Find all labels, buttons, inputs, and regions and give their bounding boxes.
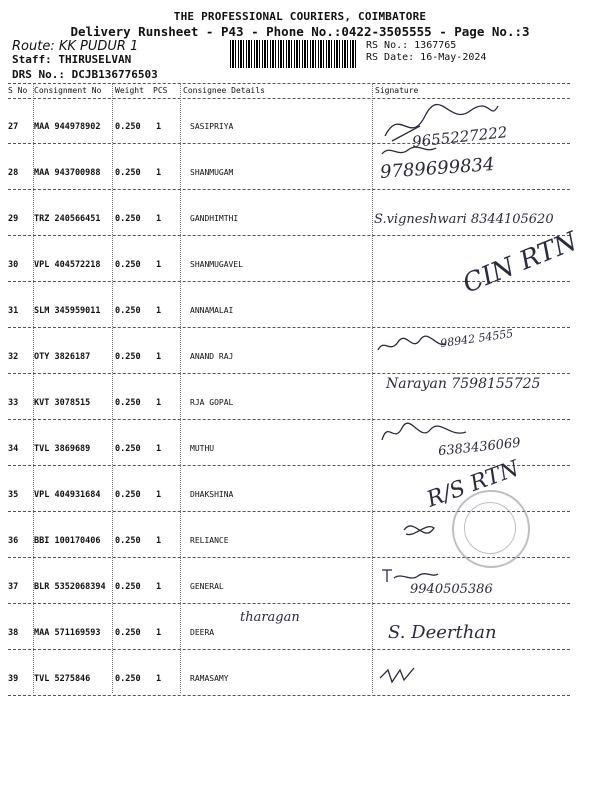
row-pcs: 1 (156, 582, 162, 592)
row-pcs: 1 (156, 306, 162, 316)
row-details: ANAND RAJ (190, 352, 234, 361)
row-weight: 0.250 (115, 260, 141, 270)
row-details: ANNAMALAI (190, 306, 234, 315)
row-weight: 0.250 (115, 536, 141, 546)
row-weight: 0.250 (115, 582, 141, 592)
row-weight: 0.250 (115, 398, 141, 408)
signature-scribble (380, 418, 470, 448)
row-details: RELIANCE (190, 536, 229, 545)
rs-date: RS Date: 16-May-2024 (366, 52, 487, 63)
row-details: RAMASAMY (190, 674, 229, 683)
row-consignment: BBI 100170406 (34, 536, 101, 546)
row-details: DHAKSHINA (190, 490, 234, 499)
handwritten-phone: 9940505386 (410, 582, 493, 597)
company-title: THE PROFESSIONAL COURIERS, COIMBATORE (173, 10, 427, 23)
row-sno: 33 (8, 398, 19, 408)
row-sno: 35 (8, 490, 19, 500)
row-pcs: 1 (156, 444, 162, 454)
row-details: MUTHU (190, 444, 215, 453)
row-consignment: MAA 943700988 (34, 168, 101, 178)
row-weight: 0.250 (115, 214, 141, 224)
row-weight: 0.250 (115, 168, 141, 178)
row-consignment: MAA 571169593 (34, 628, 101, 638)
col-signature: Signature (375, 86, 419, 95)
row-pcs: 1 (156, 674, 162, 684)
row-consignment: VPL 404572218 (34, 260, 101, 270)
signature-scribble (400, 512, 440, 548)
rs-number: RS No.: 1367765 (366, 40, 457, 51)
row-weight: 0.250 (115, 628, 141, 638)
signature-scribble (380, 566, 440, 586)
row-pcs: 1 (156, 352, 162, 362)
handwritten-signature: S.vigneshwari 8344105620 (374, 212, 554, 227)
row-pcs: 1 (156, 628, 162, 638)
row-sno: 39 (8, 674, 19, 684)
delivery-stamp (452, 490, 530, 568)
row-pcs: 1 (156, 260, 162, 270)
row-consignment: TVL 3869689 (34, 444, 91, 454)
handwritten-phone: 98942 54555 (439, 326, 515, 351)
signature-scribble (378, 664, 418, 688)
row-weight: 0.250 (115, 444, 141, 454)
signature-scribble (376, 330, 466, 360)
row-consignment: SLM 345959011 (34, 306, 101, 316)
row-sno: 30 (8, 260, 19, 270)
col-details: Consignee Details (183, 86, 265, 95)
row-sno: 28 (8, 168, 19, 178)
row-weight: 0.250 (115, 352, 141, 362)
col-sno: S No (8, 86, 28, 95)
row-pcs: 1 (156, 122, 162, 132)
row-sno: 29 (8, 214, 19, 224)
row-consignment: VPL 404931684 (34, 490, 101, 500)
staff-label: Staff: THIRUSELVAN (12, 53, 132, 66)
row-details: DEERA (190, 628, 215, 637)
runsheet-subtitle: Delivery Runsheet - P43 - Phone No.:0422-3505555 - Page No.:3 (70, 24, 530, 39)
row-consignment: TRZ 240566451 (34, 214, 101, 224)
row-consignment: OTY 3826187 (34, 352, 91, 362)
handwritten-details: tharagan (240, 610, 300, 625)
col-weight: Weight (115, 86, 144, 95)
row-weight: 0.250 (115, 490, 141, 500)
row-sno: 34 (8, 444, 19, 454)
row-sno: 32 (8, 352, 19, 362)
row-sno: 27 (8, 122, 19, 132)
row-details: GANDHIMTHI (190, 214, 239, 223)
row-sno: 36 (8, 536, 19, 546)
row-pcs: 1 (156, 398, 162, 408)
row-details: SASIPRIYA (190, 122, 234, 131)
handwritten-phone: 9789699834 (379, 154, 496, 183)
row-weight: 0.250 (115, 122, 141, 132)
handwritten-signature: S. Deerthan (388, 622, 497, 643)
row-weight: 0.250 (115, 674, 141, 684)
drs-number: DRS No.: DCJB136776503 (12, 68, 158, 81)
handwritten-mark: R/S RTN (423, 456, 523, 513)
col-consignment: Consignment No (34, 86, 102, 95)
row-details: SHANMUGAM (190, 168, 234, 177)
table-row (8, 649, 570, 696)
barcode (230, 40, 358, 68)
row-pcs: 1 (156, 214, 162, 224)
handwritten-phone: 6383436069 (437, 435, 522, 460)
row-pcs: 1 (156, 490, 162, 500)
row-details: GENERAL (190, 582, 224, 591)
col-pcs: PCS (153, 86, 168, 95)
handwritten-signature: Narayan 7598155725 (386, 376, 541, 392)
row-consignment: TVL 5275846 (34, 674, 91, 684)
row-consignment: KVT 3078515 (34, 398, 91, 408)
row-consignment: MAA 944978902 (34, 122, 101, 132)
row-pcs: 1 (156, 168, 162, 178)
signature-scribble (380, 140, 440, 164)
route-label: Route: KK PUDUR 1 (12, 39, 139, 54)
row-weight: 0.250 (115, 306, 141, 316)
row-sno: 37 (8, 582, 19, 592)
handwritten-mark: CIN RTN (458, 226, 582, 300)
row-details: RJA GOPAL (190, 398, 234, 407)
row-sno: 31 (8, 306, 19, 316)
row-details: SHANMUGAVEL (190, 260, 243, 269)
row-consignment: BLR 5352068394 (34, 582, 106, 592)
row-sno: 38 (8, 628, 19, 638)
handwritten-phone: 9655227222 (411, 123, 509, 151)
row-pcs: 1 (156, 536, 162, 546)
